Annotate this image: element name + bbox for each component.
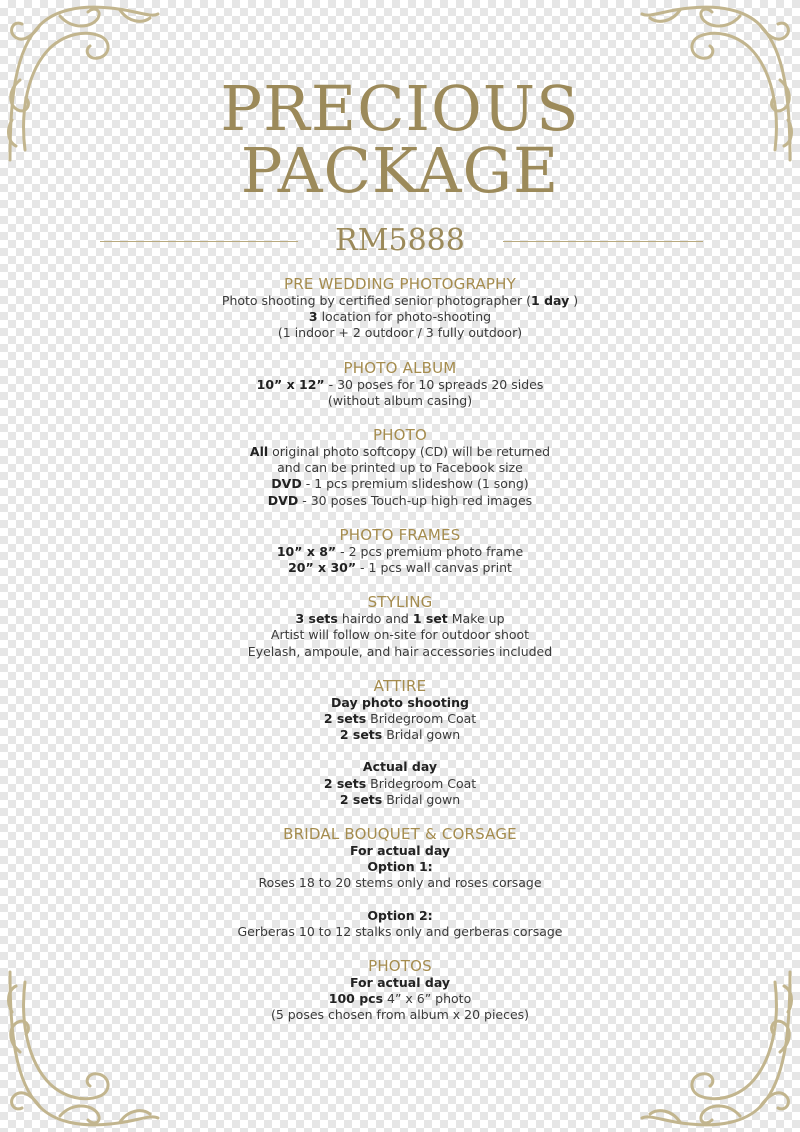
detail-emphasis: Option 1:: [367, 859, 433, 875]
detail-line: [0, 627, 800, 643]
section-heading: PHOTO: [372, 426, 428, 445]
detail-text: - 1 pcs wall canvas print: [356, 560, 512, 576]
section: [0, 678, 800, 808]
detail-text: (5 poses chosen from album x 20 pieces): [270, 1007, 530, 1023]
section-heading: PRE WEDDING PHOTOGRAPHY: [283, 275, 517, 293]
detail-emphasis: 100 pcs: [328, 991, 384, 1007]
detail-text: ): [569, 293, 579, 308]
section-heading: PHOTOS: [368, 957, 432, 976]
title-line-1: PRECIOUS: [220, 72, 580, 145]
detail-text: Gerberas 10 to 12 stalks only and gerberas corsage: [237, 923, 563, 939]
detail-emphasis: For actual day: [349, 975, 451, 991]
section: [0, 527, 800, 576]
detail-text: hairdo and: [337, 611, 413, 627]
detail-line: [0, 924, 800, 940]
section-heading: ATTIRE: [373, 676, 427, 695]
detail-line: [0, 843, 800, 859]
package-price: RM5888: [335, 223, 465, 258]
section-heading: PHOTO FRAMES: [339, 525, 461, 544]
section-heading: STYLING: [367, 593, 433, 612]
line-gap: [0, 892, 800, 908]
detail-text: - 2 pcs premium photo frame: [336, 543, 524, 559]
detail-line: [0, 776, 800, 792]
detail-text: Eyelash, ampoule, and hair accessories included: [247, 643, 553, 659]
detail-emphasis: 10” x 12”: [256, 376, 325, 392]
detail-line: [0, 460, 800, 476]
detail-text: and can be printed up to Facebook size: [277, 460, 523, 476]
detail-line: [0, 759, 800, 775]
detail-text: Bridegroom Coat: [366, 775, 477, 791]
detail-text: Make up: [447, 611, 505, 627]
section-heading: PHOTO ALBUM: [343, 358, 457, 377]
section: [0, 427, 800, 509]
detail-emphasis: Option 2:: [367, 907, 433, 923]
detail-line: [0, 544, 800, 560]
detail-line: [0, 476, 800, 492]
package-details: [0, 276, 800, 1042]
detail-line: [0, 875, 800, 891]
detail-line: [0, 325, 800, 341]
detail-emphasis: Day photo shooting: [331, 694, 469, 710]
detail-line: [0, 695, 800, 711]
detail-line: [0, 393, 800, 409]
detail-line: [0, 991, 800, 1007]
detail-line: [0, 493, 800, 509]
detail-emphasis: 2 sets: [323, 775, 367, 791]
detail-text: Roses 18 to 20 stems only and roses corsage: [258, 875, 542, 891]
detail-emphasis: DVD: [267, 492, 299, 508]
detail-line: [0, 611, 800, 627]
detail-emphasis: 1 set: [412, 611, 448, 627]
detail-line: [0, 975, 800, 991]
detail-emphasis: 20” x 30”: [288, 560, 357, 576]
detail-text: Bridal gown: [382, 791, 461, 807]
detail-line: [0, 293, 800, 309]
divider-right: [503, 241, 703, 242]
section: [0, 826, 800, 940]
title-line-2: PACKAGE: [240, 134, 560, 207]
detail-emphasis: 2 sets: [339, 727, 383, 743]
detail-text: Bridal gown: [382, 727, 461, 743]
price-row: [0, 222, 800, 262]
detail-emphasis: All: [249, 444, 269, 460]
detail-line: [0, 444, 800, 460]
detail-line: [0, 908, 800, 924]
detail-emphasis: 1 day: [531, 293, 570, 308]
detail-text: - 1 pcs premium slideshow (1 song): [301, 476, 529, 492]
section: [0, 594, 800, 660]
detail-text: Artist will follow on-site for outdoor shoot: [270, 627, 530, 643]
detail-line: [0, 377, 800, 393]
detail-line: [0, 560, 800, 576]
line-gap: [0, 743, 800, 759]
detail-emphasis: DVD: [271, 476, 302, 492]
detail-text: Bridegroom Coat: [366, 711, 477, 727]
detail-text: - 30 poses for 10 spreads 20 sides: [324, 376, 544, 392]
section: [0, 276, 800, 342]
detail-line: [0, 859, 800, 875]
detail-line: [0, 644, 800, 660]
detail-line: [0, 711, 800, 727]
detail-emphasis: 2 sets: [323, 711, 367, 727]
detail-emphasis: 10” x 8”: [276, 543, 337, 559]
detail-text: Photo shooting by certified senior photographer (: [221, 293, 532, 308]
detail-line: [0, 1007, 800, 1023]
section: [0, 360, 800, 409]
detail-emphasis: 2 sets: [339, 791, 383, 807]
detail-text: original photo softcopy (CD) will be returned: [268, 444, 551, 460]
detail-emphasis: Actual day: [362, 759, 438, 775]
detail-text: (1 indoor + 2 outdoor / 3 fully outdoor): [277, 325, 523, 341]
detail-emphasis: 3: [308, 309, 318, 325]
detail-line: [0, 792, 800, 808]
detail-emphasis: 3 sets: [295, 611, 338, 627]
section: [0, 958, 800, 1024]
detail-line: [0, 727, 800, 743]
detail-text: 4” x 6” photo: [383, 991, 472, 1007]
section-heading: BRIDAL BOUQUET & CORSAGE: [283, 825, 517, 844]
detail-text: - 30 poses Touch-up high red images: [298, 492, 533, 508]
detail-text: location for photo-shooting: [317, 309, 492, 325]
detail-line: [0, 309, 800, 325]
detail-text: (without album casing): [327, 392, 473, 408]
detail-emphasis: For actual day: [349, 843, 451, 859]
